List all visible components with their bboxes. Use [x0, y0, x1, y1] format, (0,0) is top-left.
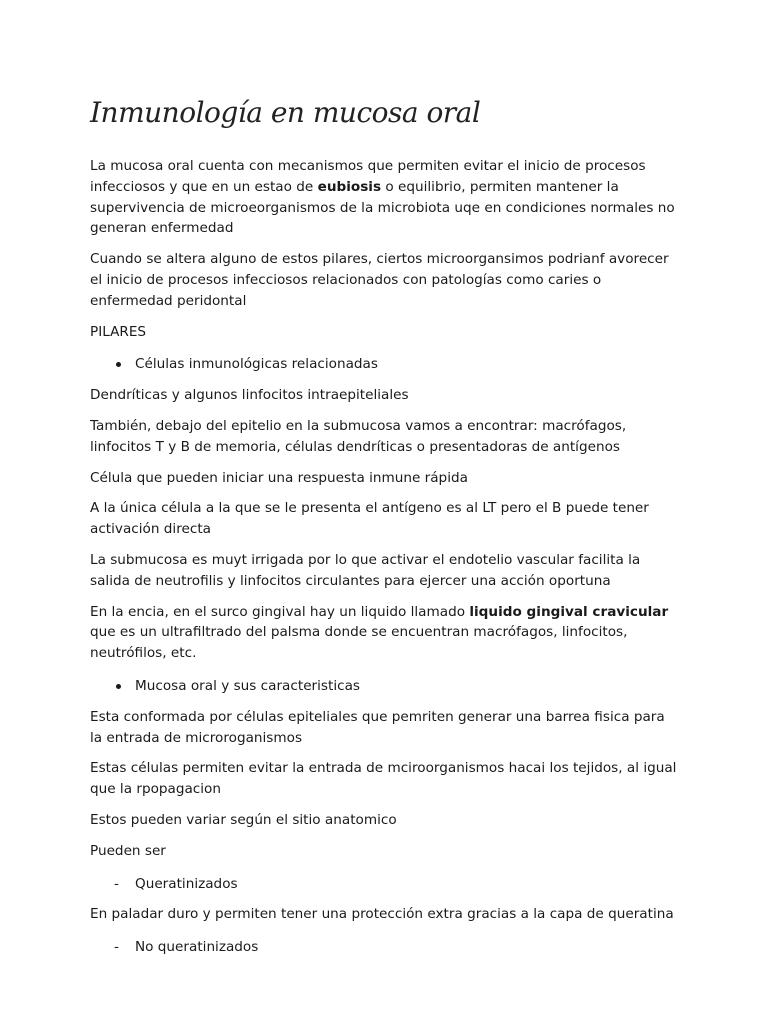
bold-term-eubiosis: eubiosis [317, 178, 382, 195]
paragraph-rapid-response: Célula que pueden iniciar una respuesta inmune rápida [90, 469, 468, 486]
section-heading-pilares: PILARES [90, 323, 147, 340]
paragraph-dendritic: Dendríticas y algunos linfocitos intraepiteliales [90, 387, 409, 404]
paragraph-prevent-entry: Estas células permiten evitar la entrada de mciroorganismos hacai los tejidos, al igual que la rpopagacion [90, 760, 677, 798]
bullet-item-cells: Células inmunológicas relacionadas [90, 354, 680, 375]
paragraph-submucosa-cells: También, debajo del epitelio en la submucosa vamos a encontrar: macrófagos, linfocitos T y B de memoria, células dendríticas o presentadoras de antígenos [90, 417, 627, 455]
paragraph-barrier: Esta conformada por células epiteliales que pemriten generar una barrea fisica para la entrada de microroganismos [90, 708, 665, 746]
dash-item-non-keratinized: - No queratinizados [90, 937, 680, 958]
paragraph-antigen: A la única célula a la que se le presenta el antígeno es al LT pero el B puede tener activación directa [90, 500, 649, 538]
paragraph-hard-palate: En paladar duro y permiten tener una protección extra gracias a la capa de queratina [90, 906, 674, 923]
bold-term-gingival-fluid: liquido gingival cravicular [469, 603, 669, 620]
document-body [90, 156, 680, 968]
paragraph-intro: La mucosa oral cuenta con mecanismos que permiten evitar el inicio de procesos infecciosos y que en un estao de eubiosis o equilibrio, permiten mantener la supervivencia de microeorganismos de la microbiota uqe en condiciones normales no generan enfermedad [90, 158, 675, 237]
paragraph-gingival: En la encia, en el surco gingival hay un liquido llamado liquido gingival cravicular que es un ultrafiltrado del palsma donde se encuentran macrófagos, linfocitos, neutrófilos, etc. [90, 603, 669, 662]
page-title: Inmunología en mucosa oral [90, 96, 481, 129]
paragraph-irrigation: La submucosa es muyt irrigada por lo que activar el endotelio vascular facilita la salida de neutrofilis y linfocitos circulantes para ejercer una acción oportuna [90, 551, 641, 589]
paragraph-pillars-intro: Cuando se altera alguno de estos pilares, ciertos microorgansimos podrianf avorecer el inicio de procesos infecciosos relacionados con patologías como caries o enfermedad peridontal [90, 251, 669, 309]
paragraph-anatomic-site: Estos pueden variar según el sitio anatomico [90, 811, 397, 828]
bullet-item-mucosa: Mucosa oral y sus caracteristicas [90, 676, 680, 697]
paragraph-types: Pueden ser [90, 842, 166, 859]
dash-item-keratinized: - Queratinizados [90, 874, 680, 895]
